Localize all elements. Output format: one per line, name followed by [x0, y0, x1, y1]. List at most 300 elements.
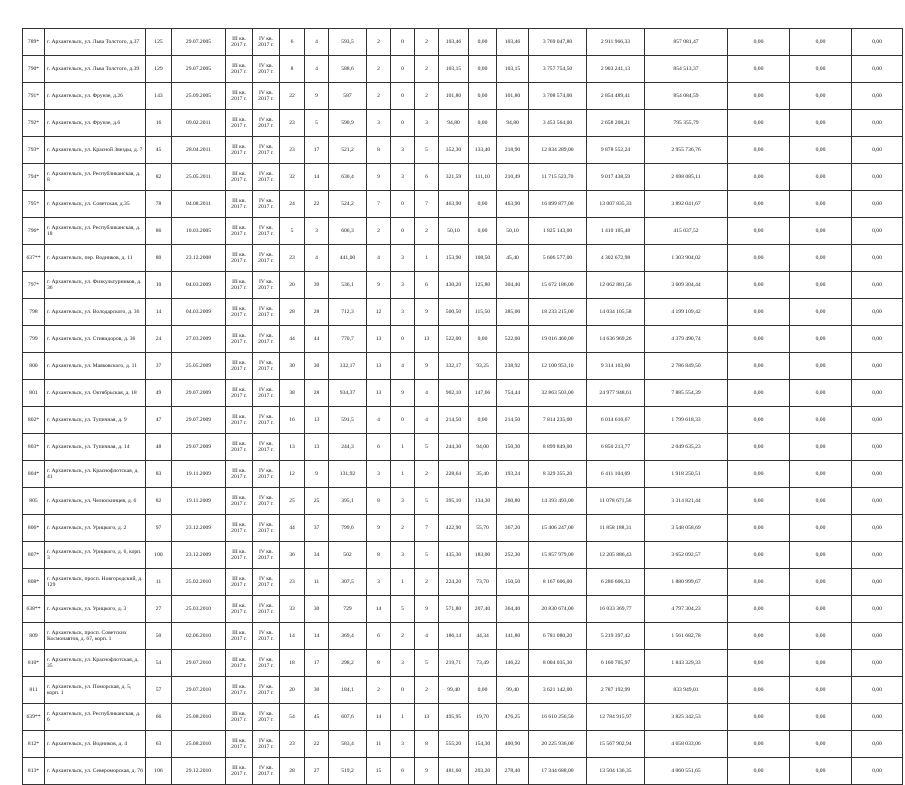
area-private-cell: 111,10: [469, 164, 497, 191]
recognition-date-cell: 25.05.2009: [172, 353, 226, 380]
fund-share-cell: 14 636 969,26: [587, 326, 645, 353]
house-area-cell: 502: [329, 542, 367, 569]
address-cell: г. Архангельск, ул. Фрунзе, д.6: [45, 110, 146, 137]
table-row: [23, 542, 903, 569]
table-row: [23, 407, 903, 434]
rooms-private-cell: 3: [391, 731, 415, 758]
area-private-cell: 44,34: [469, 623, 497, 650]
extra-cost-3-cell: 0,00: [852, 542, 903, 569]
extra-cost-3-cell: 0,00: [852, 299, 903, 326]
recognition-date-cell: 19.11.2009: [172, 461, 226, 488]
residents-resettled-cell: 39: [305, 272, 329, 299]
area-municipal-cell: 522,00: [497, 326, 529, 353]
planned-end-cell: IV кв. 2017 г.: [253, 380, 280, 407]
area-total-cell: 101,80: [439, 83, 469, 110]
rooms-private-cell: 3: [391, 542, 415, 569]
area-private-cell: 125,80: [469, 272, 497, 299]
area-private-cell: 108,50: [469, 245, 497, 272]
fund-share-cell: 2 658 208,21: [587, 110, 645, 137]
extra-cost-3-cell: 0,00: [852, 56, 903, 83]
cost-total-cell: 8 899 849,00: [529, 434, 587, 461]
residents-resettled-cell: 25: [305, 488, 329, 515]
extra-cost-2-cell: 0,00: [790, 191, 852, 218]
planned-end-cell: IV кв. 2017 г.: [253, 596, 280, 623]
rooms-total-cell: 9: [367, 515, 391, 542]
table-row: [23, 164, 903, 191]
area-private-cell: 0,00: [469, 326, 497, 353]
house-area-cell: 184,1: [329, 677, 367, 704]
residents-total-cell: 14: [280, 623, 305, 650]
house-area-cell: 524,2: [329, 191, 367, 218]
rooms-private-cell: 1: [391, 569, 415, 596]
area-municipal-cell: 367,20: [497, 515, 529, 542]
planned-end-cell: IV кв. 2017 г.: [253, 434, 280, 461]
house-area-cell: 521,2: [329, 137, 367, 164]
residents-total-cell: 20: [280, 272, 305, 299]
rooms-private-cell: 0: [391, 110, 415, 137]
extra-cost-1-cell: 0,00: [728, 677, 790, 704]
residents-resettled-cell: 9: [305, 461, 329, 488]
recognition-date-cell: 04.08.2011: [172, 191, 226, 218]
table-row: [23, 758, 903, 785]
rooms-total-cell: 14: [367, 704, 391, 731]
region-share-cell: 415 037,52: [645, 218, 728, 245]
rooms-municipal-cell: 9: [415, 758, 439, 785]
planned-start-cell: III кв. 2017 г.: [226, 677, 253, 704]
extra-cost-1-cell: 0,00: [728, 515, 790, 542]
rooms-private-cell: 0: [391, 56, 415, 83]
cost-total-cell: 15 406 247,00: [529, 515, 587, 542]
address-cell: г. Архангельск, ул. Республиканская, д. 6: [45, 704, 146, 731]
recognition-date-cell: 02.06.2010: [172, 623, 226, 650]
extra-cost-3-cell: 0,00: [852, 407, 903, 434]
extra-cost-1-cell: 0,00: [728, 191, 790, 218]
cost-total-cell: 6 781 080,20: [529, 623, 587, 650]
extra-cost-2-cell: 0,00: [790, 569, 852, 596]
house-area-cell: 934,37: [329, 380, 367, 407]
rooms-private-cell: 3: [391, 164, 415, 191]
area-private-cell: 0,00: [469, 191, 497, 218]
residents-total-cell: 22: [280, 83, 305, 110]
cost-total-cell: 12 834 289,00: [529, 137, 587, 164]
row-number-cell: 804*: [23, 461, 45, 488]
row-number-cell: 800: [23, 353, 45, 380]
address-cell: г. Архангельск, ул. Красной Звезды, д. 7: [45, 137, 146, 164]
table-row: [23, 596, 903, 623]
recognition-date-cell: 25.02.2010: [172, 569, 226, 596]
extra-cost-3-cell: 0,00: [852, 353, 903, 380]
house-area-cell: 729: [329, 596, 367, 623]
area-municipal-cell: 94,80: [497, 110, 529, 137]
extra-cost-1-cell: 0,00: [728, 461, 790, 488]
house-area-cell: 395,1: [329, 488, 367, 515]
rooms-total-cell: 2: [367, 83, 391, 110]
rooms-municipal-cell: 6: [415, 272, 439, 299]
planned-end-cell: IV кв. 2017 г.: [253, 407, 280, 434]
area-municipal-cell: 45,40: [497, 245, 529, 272]
rooms-municipal-cell: 9: [415, 596, 439, 623]
recognition-date-cell: 29.07.2005: [172, 56, 226, 83]
residents-resettled-cell: 14: [305, 164, 329, 191]
area-municipal-cell: 385,00: [497, 299, 529, 326]
table-row: [23, 191, 903, 218]
region-share-cell: 3 548 058,69: [645, 515, 728, 542]
address-cell: г. Архангельск, ул. Краснофлотская, д. 41: [45, 461, 146, 488]
extra-cost-3-cell: 0,00: [852, 191, 903, 218]
house-area-cell: 131,92: [329, 461, 367, 488]
row-number-cell: 637**: [23, 245, 45, 272]
area-private-cell: 203,20: [469, 758, 497, 785]
rooms-total-cell: 6: [367, 434, 391, 461]
document-number-cell: 48: [146, 434, 172, 461]
extra-cost-1-cell: 0,00: [728, 218, 790, 245]
area-private-cell: 0,00: [469, 407, 497, 434]
cost-total-cell: 3 757 754,50: [529, 56, 587, 83]
residents-total-cell: 6: [280, 29, 305, 56]
planned-start-cell: III кв. 2017 г.: [226, 488, 253, 515]
fund-share-cell: 16 033 369,77: [587, 596, 645, 623]
residents-resettled-cell: 5: [305, 110, 329, 137]
house-area-cell: 583,4: [329, 731, 367, 758]
extra-cost-1-cell: 0,00: [728, 29, 790, 56]
recognition-date-cell: 25.09.2005: [172, 83, 226, 110]
house-area-cell: 307,5: [329, 569, 367, 596]
document-number-cell: 106: [146, 758, 172, 785]
house-area-cell: 332,17: [329, 353, 367, 380]
rooms-private-cell: 1: [391, 434, 415, 461]
address-cell: г. Архангельск, пер. Водников, д. 11: [45, 245, 146, 272]
row-number-cell: 790*: [23, 56, 45, 83]
residents-resettled-cell: 22: [305, 731, 329, 758]
extra-cost-3-cell: 0,00: [852, 596, 903, 623]
recognition-date-cell: 23.12.2008: [172, 245, 226, 272]
extra-cost-2-cell: 0,00: [790, 83, 852, 110]
row-number-cell: 810*: [23, 650, 45, 677]
residents-total-cell: 28: [280, 758, 305, 785]
document-number-cell: 47: [146, 407, 172, 434]
area-municipal-cell: 218,90: [497, 137, 529, 164]
rooms-total-cell: 3: [367, 569, 391, 596]
address-cell: г. Архангельск, ул. Урицкого, д. 6, корп. 3: [45, 542, 146, 569]
residents-resettled-cell: 28: [305, 299, 329, 326]
extra-cost-1-cell: 0,00: [728, 650, 790, 677]
area-total-cell: 153,90: [439, 245, 469, 272]
extra-cost-2-cell: 0,00: [790, 596, 852, 623]
document-number-cell: 143: [146, 83, 172, 110]
cost-total-cell: 8 004 035,30: [529, 650, 587, 677]
planned-start-cell: III кв. 2017 г.: [226, 407, 253, 434]
region-share-cell: 3 652 092,57: [645, 542, 728, 569]
rooms-total-cell: 4: [367, 245, 391, 272]
area-total-cell: 50,10: [439, 218, 469, 245]
extra-cost-2-cell: 0,00: [790, 650, 852, 677]
area-private-cell: 35,40: [469, 461, 497, 488]
house-area-cell: 244,3: [329, 434, 367, 461]
planned-end-cell: IV кв. 2017 г.: [253, 704, 280, 731]
region-share-cell: 1 303 904,02: [645, 245, 728, 272]
cost-total-cell: 3 708 574,00: [529, 83, 587, 110]
area-municipal-cell: 754,44: [497, 380, 529, 407]
rooms-private-cell: 0: [391, 191, 415, 218]
residents-resettled-cell: 17: [305, 650, 329, 677]
recognition-date-cell: 29.07.2009: [172, 380, 226, 407]
table-row: [23, 650, 903, 677]
extra-cost-2-cell: 0,00: [790, 380, 852, 407]
area-total-cell: 422,90: [439, 515, 469, 542]
extra-cost-2-cell: 0,00: [790, 623, 852, 650]
planned-end-cell: IV кв. 2017 г.: [253, 488, 280, 515]
area-municipal-cell: 103,15: [497, 56, 529, 83]
cost-total-cell: 15 672 186,00: [529, 272, 587, 299]
residents-resettled-cell: 3: [305, 218, 329, 245]
recognition-date-cell: 25.08.2010: [172, 731, 226, 758]
area-total-cell: 321,59: [439, 164, 469, 191]
rooms-total-cell: 13: [367, 353, 391, 380]
house-area-cell: 607,6: [329, 704, 367, 731]
address-cell: г. Архангельск, ул. Фрунзе, д.26: [45, 83, 146, 110]
planned-end-cell: IV кв. 2017 г.: [253, 353, 280, 380]
recognition-date-cell: 23.12.2009: [172, 542, 226, 569]
rooms-private-cell: 4: [391, 353, 415, 380]
region-share-cell: 2 698 085,11: [645, 164, 728, 191]
row-number-cell: 802*: [23, 407, 45, 434]
area-total-cell: 228,64: [439, 461, 469, 488]
row-number-cell: 789*: [23, 29, 45, 56]
document-number-cell: 10: [146, 272, 172, 299]
house-area-cell: 536,1: [329, 272, 367, 299]
row-number-cell: 808*: [23, 569, 45, 596]
area-total-cell: 522,00: [439, 326, 469, 353]
row-number-cell: 798: [23, 299, 45, 326]
row-number-cell: 795*: [23, 191, 45, 218]
residents-resettled-cell: 45: [305, 704, 329, 731]
planned-end-cell: IV кв. 2017 г.: [253, 623, 280, 650]
document-number-cell: 24: [146, 326, 172, 353]
planned-start-cell: III кв. 2017 г.: [226, 29, 253, 56]
table-body: [23, 29, 903, 785]
rooms-municipal-cell: 9: [415, 353, 439, 380]
rooms-private-cell: 2: [391, 623, 415, 650]
extra-cost-1-cell: 0,00: [728, 623, 790, 650]
table-row: [23, 731, 903, 758]
fund-share-cell: 24 977 948,61: [587, 380, 645, 407]
table-row: [23, 218, 903, 245]
address-cell: г. Архангельск, ул. Физкультурников, д. 36: [45, 272, 146, 299]
planned-start-cell: III кв. 2017 г.: [226, 380, 253, 407]
planned-end-cell: IV кв. 2017 г.: [253, 299, 280, 326]
rooms-municipal-cell: 4: [415, 380, 439, 407]
rooms-municipal-cell: 5: [415, 488, 439, 515]
table-row: [23, 623, 903, 650]
extra-cost-1-cell: 0,00: [728, 299, 790, 326]
region-share-cell: 3 314 821,44: [645, 488, 728, 515]
cost-total-cell: 20 225 936,00: [529, 731, 587, 758]
region-share-cell: 1 918 250,51: [645, 461, 728, 488]
address-cell: г. Архангельск, ул. Челюскинцев, д. 6: [45, 488, 146, 515]
rooms-private-cell: 3: [391, 245, 415, 272]
extra-cost-2-cell: 0,00: [790, 110, 852, 137]
cost-total-cell: 8 167 606,00: [529, 569, 587, 596]
planned-start-cell: III кв. 2017 г.: [226, 569, 253, 596]
address-cell: г. Архангельск, ул. Водников, д. 4: [45, 731, 146, 758]
house-area-cell: 606,3: [329, 218, 367, 245]
table-row: [23, 29, 903, 56]
area-municipal-cell: 150,30: [497, 434, 529, 461]
residents-total-cell: 38: [280, 380, 305, 407]
extra-cost-1-cell: 0,00: [728, 731, 790, 758]
region-share-cell: 2 955 736,76: [645, 137, 728, 164]
planned-end-cell: IV кв. 2017 г.: [253, 677, 280, 704]
extra-cost-1-cell: 0,00: [728, 704, 790, 731]
area-total-cell: 224,20: [439, 569, 469, 596]
residents-total-cell: 36: [280, 542, 305, 569]
area-total-cell: 481,60: [439, 758, 469, 785]
cost-total-cell: 1 825 143,00: [529, 218, 587, 245]
area-municipal-cell: 210,49: [497, 164, 529, 191]
rooms-total-cell: 6: [367, 623, 391, 650]
area-total-cell: 94,80: [439, 110, 469, 137]
address-cell: г. Архангельск, ул. Республиканская, д. 8: [45, 164, 146, 191]
extra-cost-2-cell: 0,00: [790, 542, 852, 569]
fund-share-cell: 5 219 397,42: [587, 623, 645, 650]
fund-share-cell: 9 017 438,59: [587, 164, 645, 191]
house-area-cell: 588,6: [329, 56, 367, 83]
region-share-cell: 7 885 554,39: [645, 380, 728, 407]
area-private-cell: 0,00: [469, 677, 497, 704]
area-private-cell: 0,00: [469, 83, 497, 110]
area-total-cell: 463,90: [439, 191, 469, 218]
extra-cost-1-cell: 0,00: [728, 542, 790, 569]
residents-total-cell: 23: [280, 731, 305, 758]
residents-resettled-cell: 13: [305, 434, 329, 461]
planned-end-cell: IV кв. 2017 г.: [253, 326, 280, 353]
residents-total-cell: 33: [280, 596, 305, 623]
area-municipal-cell: 50,10: [497, 218, 529, 245]
row-number-cell: 791*: [23, 83, 45, 110]
document-number-cell: 49: [146, 380, 172, 407]
extra-cost-2-cell: 0,00: [790, 488, 852, 515]
rooms-municipal-cell: 6: [415, 164, 439, 191]
recognition-date-cell: 29.07.2010: [172, 650, 226, 677]
cost-total-cell: 17 344 688,00: [529, 758, 587, 785]
area-total-cell: 214,50: [439, 407, 469, 434]
residents-total-cell: 16: [280, 407, 305, 434]
area-municipal-cell: 146,22: [497, 650, 529, 677]
planned-end-cell: IV кв. 2017 г.: [253, 758, 280, 785]
area-private-cell: 183,00: [469, 542, 497, 569]
rooms-private-cell: 0: [391, 218, 415, 245]
region-share-cell: 854 513,37: [645, 56, 728, 83]
rooms-municipal-cell: 5: [415, 650, 439, 677]
planned-start-cell: III кв. 2017 г.: [226, 461, 253, 488]
cost-total-cell: 14 393 493,00: [529, 488, 587, 515]
row-number-cell: 807*: [23, 542, 45, 569]
extra-cost-3-cell: 0,00: [852, 164, 903, 191]
cost-total-cell: 16 610 256,50: [529, 704, 587, 731]
extra-cost-3-cell: 0,00: [852, 110, 903, 137]
residents-total-cell: 23: [280, 245, 305, 272]
recognition-date-cell: 23.12.2009: [172, 515, 226, 542]
area-total-cell: 435,30: [439, 542, 469, 569]
residents-resettled-cell: 28: [305, 380, 329, 407]
address-cell: г. Архангельск, ул. Льва Толстого, д.39: [45, 56, 146, 83]
rooms-municipal-cell: 3: [415, 110, 439, 137]
area-municipal-cell: 252,30: [497, 542, 529, 569]
recognition-date-cell: 04.03.2009: [172, 272, 226, 299]
extra-cost-2-cell: 0,00: [790, 677, 852, 704]
residents-resettled-cell: 17: [305, 137, 329, 164]
planned-start-cell: III кв. 2017 г.: [226, 191, 253, 218]
extra-cost-2-cell: 0,00: [790, 515, 852, 542]
address-cell: г. Архангельск, ул. Тупичная, д. 14: [45, 434, 146, 461]
document-number-cell: 129: [146, 56, 172, 83]
planned-start-cell: III кв. 2017 г.: [226, 164, 253, 191]
extra-cost-3-cell: 0,00: [852, 218, 903, 245]
extra-cost-3-cell: 0,00: [852, 623, 903, 650]
table-row: [23, 299, 903, 326]
rooms-municipal-cell: 5: [415, 434, 439, 461]
planned-start-cell: III кв. 2017 г.: [226, 110, 253, 137]
extra-cost-2-cell: 0,00: [790, 245, 852, 272]
residents-total-cell: 23: [280, 569, 305, 596]
document-number-cell: 45: [146, 137, 172, 164]
area-private-cell: 19,70: [469, 704, 497, 731]
table-row: [23, 488, 903, 515]
house-area-cell: 712,3: [329, 299, 367, 326]
house-area-cell: 587: [329, 83, 367, 110]
region-share-cell: 833 949,01: [645, 677, 728, 704]
area-private-cell: 115,50: [469, 299, 497, 326]
residents-resettled-cell: 30: [305, 596, 329, 623]
house-area-cell: 369,4: [329, 623, 367, 650]
recognition-date-cell: 04.03.2009: [172, 299, 226, 326]
region-share-cell: 4 658 033,06: [645, 731, 728, 758]
planned-start-cell: III кв. 2017 г.: [226, 515, 253, 542]
house-area-cell: 590,9: [329, 110, 367, 137]
residents-total-cell: 30: [280, 353, 305, 380]
table-row: [23, 569, 903, 596]
recognition-date-cell: 25.08.2010: [172, 704, 226, 731]
planned-end-cell: IV кв. 2017 г.: [253, 29, 280, 56]
residents-total-cell: 24: [280, 191, 305, 218]
rooms-total-cell: 12: [367, 299, 391, 326]
extra-cost-1-cell: 0,00: [728, 434, 790, 461]
rooms-municipal-cell: 4: [415, 407, 439, 434]
extra-cost-1-cell: 0,00: [728, 83, 790, 110]
area-total-cell: 555,20: [439, 731, 469, 758]
area-private-cell: 154,30: [469, 731, 497, 758]
document-number-cell: 83: [146, 461, 172, 488]
table-row: [23, 515, 903, 542]
area-municipal-cell: 278,40: [497, 758, 529, 785]
recognition-date-cell: 09.02.2011: [172, 110, 226, 137]
area-total-cell: 103,15: [439, 56, 469, 83]
rooms-private-cell: 0: [391, 83, 415, 110]
rooms-total-cell: 7: [367, 191, 391, 218]
planned-start-cell: III кв. 2017 г.: [226, 623, 253, 650]
fund-share-cell: 6 286 606,33: [587, 569, 645, 596]
fund-share-cell: 2 787 192,99: [587, 677, 645, 704]
area-total-cell: 186,14: [439, 623, 469, 650]
region-share-cell: 1 843 329,33: [645, 650, 728, 677]
planned-start-cell: III кв. 2017 г.: [226, 245, 253, 272]
document-number-cell: 11: [146, 569, 172, 596]
extra-cost-1-cell: 0,00: [728, 245, 790, 272]
residents-resettled-cell: 4: [305, 245, 329, 272]
region-share-cell: 1 880 999,67: [645, 569, 728, 596]
extra-cost-3-cell: 0,00: [852, 272, 903, 299]
rooms-municipal-cell: 2: [415, 56, 439, 83]
